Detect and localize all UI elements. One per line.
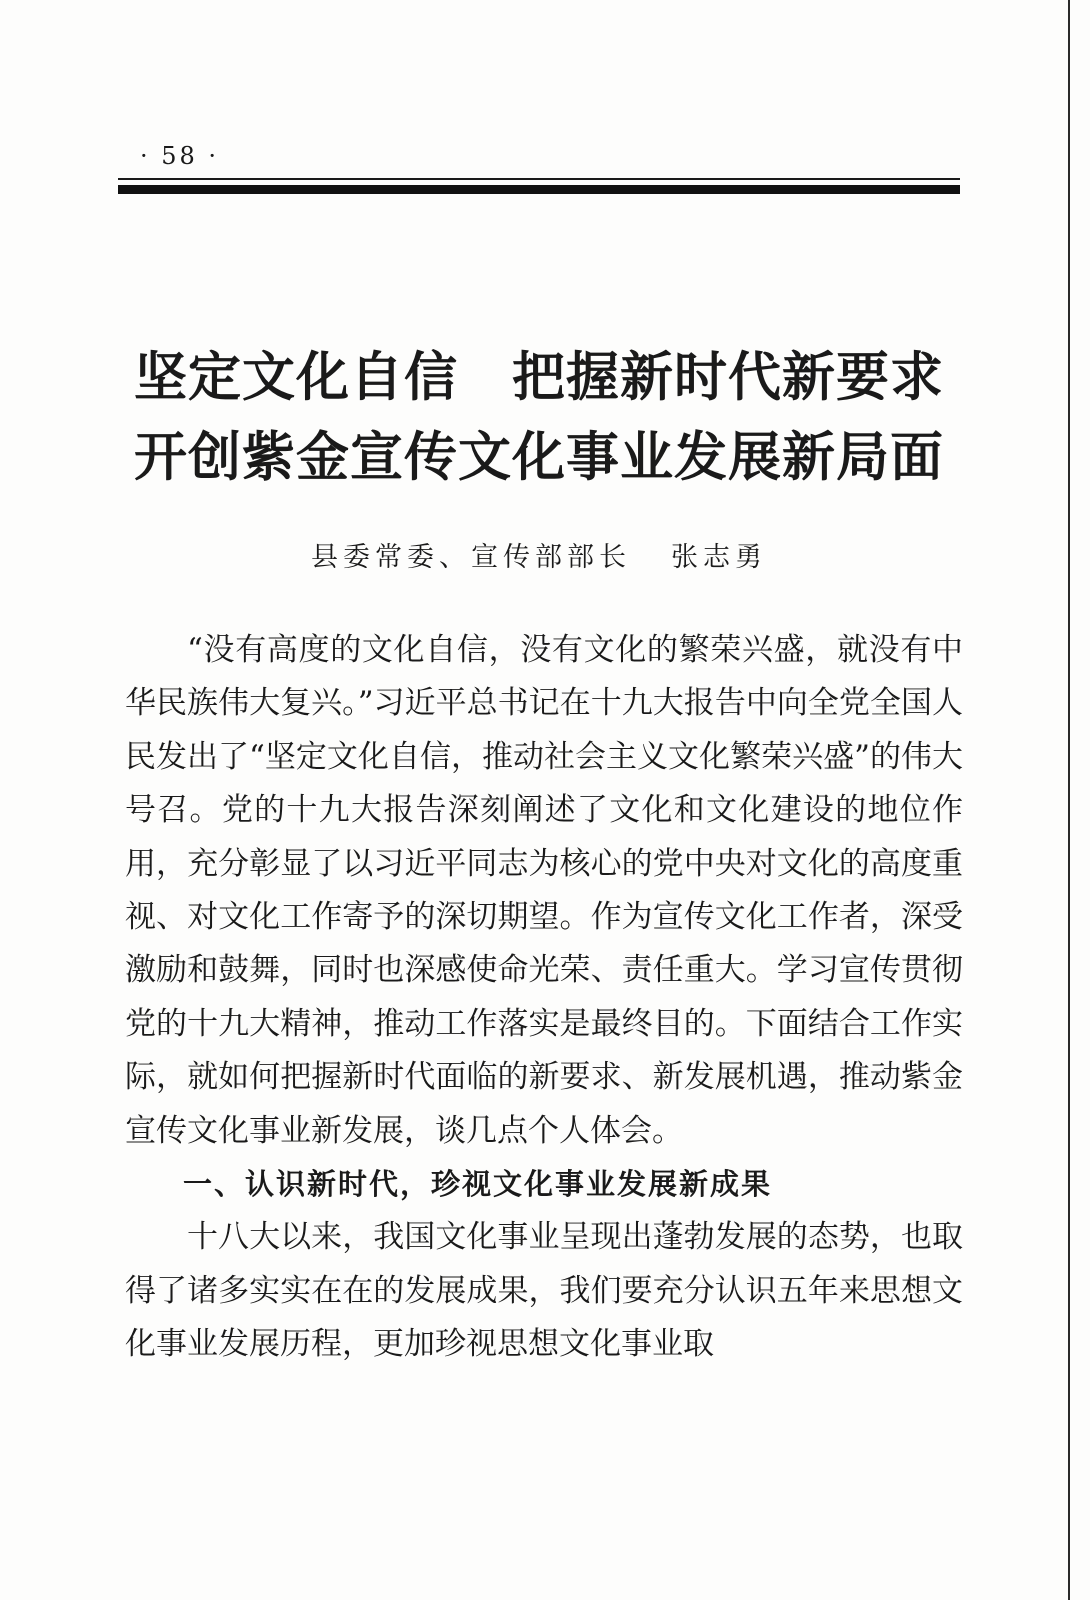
paragraph-2: 十八大以来，我国文化事业呈现出蓬勃发展的态势，也取得了诸多实实在在的发展成果，我们要充分认识五年来思想文化事业发展历程，更加珍视思想文化事业取 (125, 1219, 963, 1363)
header-rule-thin (118, 178, 960, 180)
title-line-1 (118, 338, 960, 418)
author-byline (118, 538, 960, 578)
section-heading-1: 一、认识新时代，珍视文化事业发展新成果 (183, 1167, 773, 1202)
title-line-2: 开创紫金宣传文化事业发展新局面 (134, 427, 944, 488)
header-rule-thick (118, 185, 960, 194)
article-body (125, 624, 963, 1372)
author-role: 县委常委、宣传部部长 (311, 542, 631, 573)
paragraph-1: “没有高度的文化自信，没有文化的繁荣兴盛，就没有中华民族伟大复兴。”习近平总书记在十九大报告中向全党全国人民发出了“坚定文化自信，推动社会主义文化繁荣兴盛”的伟大号召。党的十九大报告深刻阐述了文化和文化建设的地位作用，充分彰显了以习近平同志为核心的党中央对文化的高度重视、对文化工作寄予的深切期望。作为宣传文化工作者，深受激励和鼓舞，同时也深感使命光荣、责任重大。学习宣传贯彻党的十九大精神，推动工作落实是最终目的。下面结合工作实际，就如何把握新时代面临的新要求、新发展机遇，推动紫金宣传文化事业新发展，谈几点个人体会。 (125, 632, 963, 1149)
page-number: · 58 · (140, 142, 220, 170)
title-part-1: 坚定文化自信 (134, 347, 458, 408)
author-name: 张志勇 (671, 542, 767, 573)
page-edge-border (1068, 0, 1070, 1600)
article-title (118, 338, 960, 498)
title-part-2: 把握新时代新要求 (512, 347, 944, 408)
page-header (118, 140, 960, 194)
